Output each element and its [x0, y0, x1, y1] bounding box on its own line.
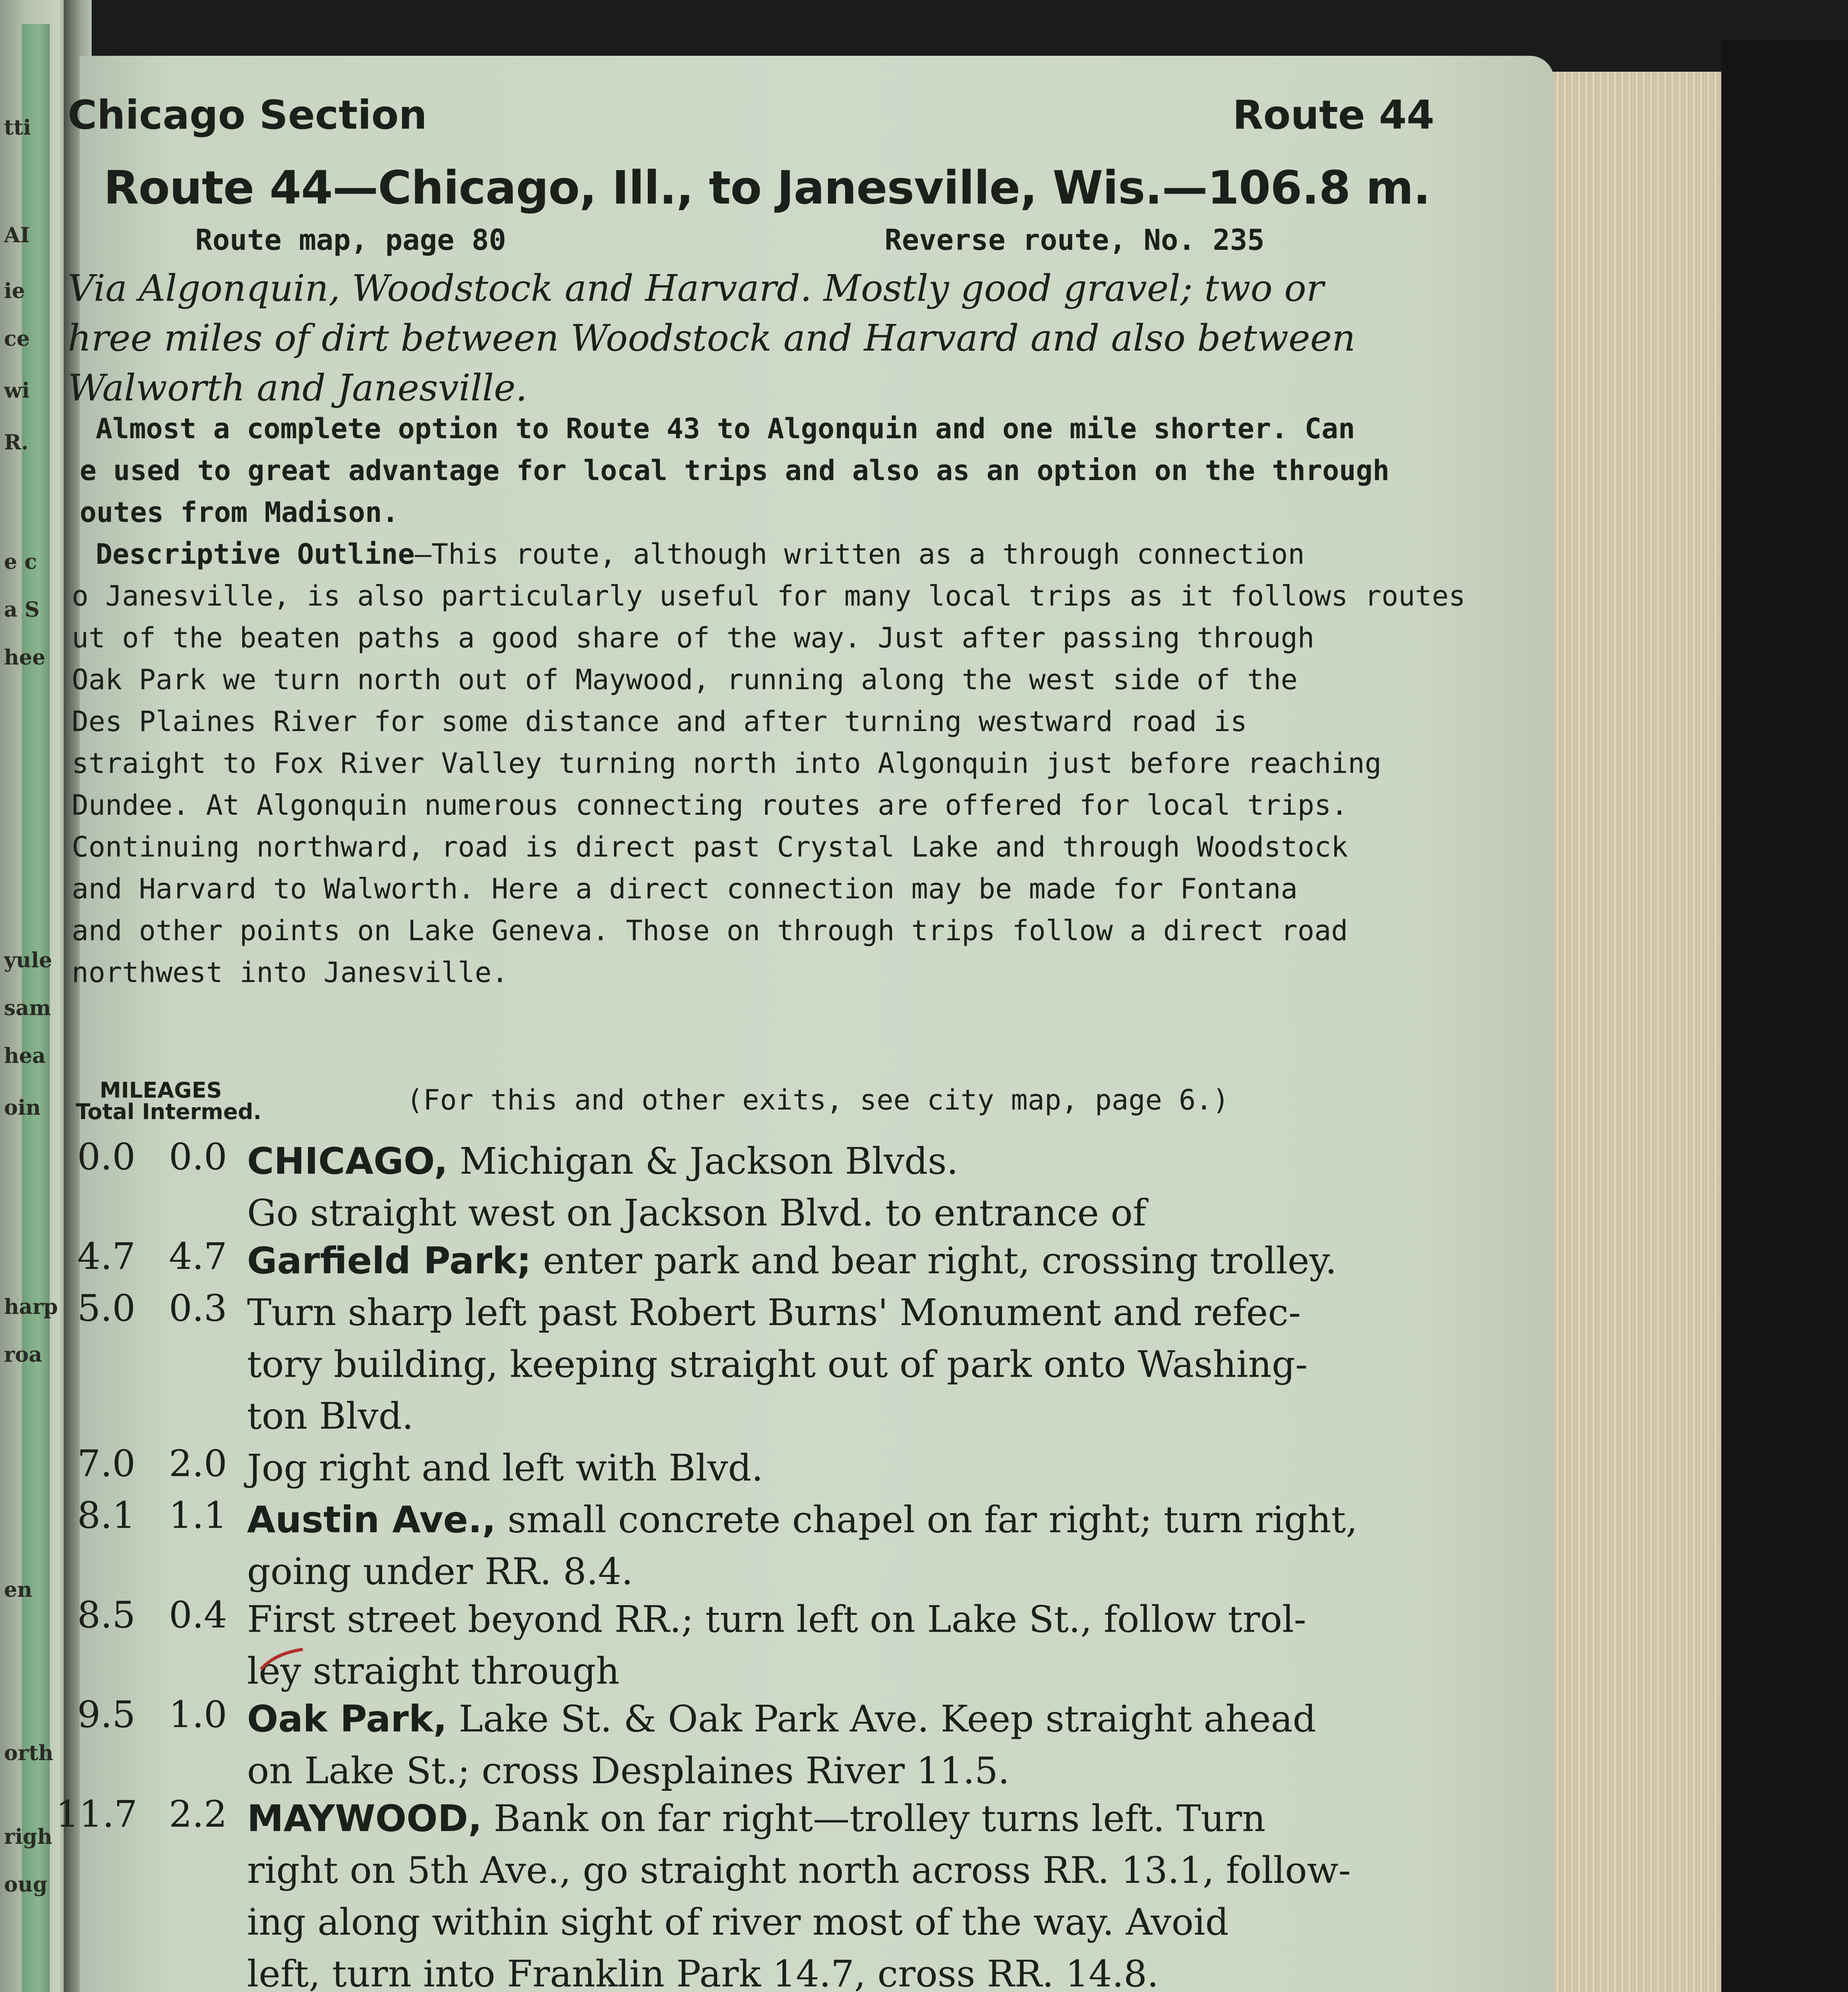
- entry-line: Oak Park, Lake St. & Oak Park Ave. Keep straight ahead: [247, 1698, 1316, 1740]
- route-map-ref: Route map, page 80: [195, 223, 506, 257]
- left-margin-fragment: yule: [4, 948, 52, 972]
- outline-first-line: [96, 538, 1305, 571]
- left-margin-fragment: e c: [4, 550, 37, 574]
- route-header: Route 44: [1232, 92, 1434, 138]
- outline-line: and other points on Lake Geneva. Those on through trips follow a direct road: [72, 914, 1348, 947]
- outline-line: o Janesville, is also particularly useful for many local trips as it follows routes: [72, 580, 1465, 612]
- option-line: e used to great advantage for local trips and also as an option on the through: [80, 454, 1390, 487]
- option-line: outes from Madison.: [80, 496, 399, 529]
- intermediate-mileage: 2.0: [169, 1442, 227, 1485]
- intermediate-mileage: 2.2: [169, 1793, 227, 1835]
- left-margin-fragment: ce: [4, 327, 30, 351]
- city-map-note: (For this and other exits, see city map, page 6.): [406, 1084, 1230, 1116]
- left-margin-fragment: ie: [4, 279, 25, 303]
- left-margin-fragment: en: [4, 1578, 32, 1602]
- entry-line: left, turn into Franklin Park 14.7, cross RR. 14.8.: [247, 1953, 1159, 1992]
- entry-line: Austin Ave., small concrete chapel on far right; turn right,: [247, 1498, 1358, 1541]
- left-margin-fragment: oin: [4, 1096, 41, 1120]
- entry-line: Jog right and left with Blvd.: [247, 1447, 763, 1489]
- outline-first-text: —This route, although written as a through connection: [414, 538, 1305, 571]
- outline-line: Oak Park we turn north out of Maywood, running along the west side of the: [72, 663, 1298, 696]
- entry-line: MAYWOOD, Bank on far right—trolley turns left. Turn: [247, 1797, 1266, 1840]
- reverse-route-ref: Reverse route, No. 235: [885, 223, 1265, 257]
- summary-line: Walworth and Janesville.: [68, 367, 528, 409]
- place-name: Oak Park,: [247, 1698, 447, 1740]
- entry-line: ing along within sight of river most of the way. Avoid: [247, 1901, 1229, 1943]
- left-margin-fragment: tti: [4, 116, 31, 140]
- left-margin-fragment: sam: [4, 996, 51, 1020]
- entry-line: Turn sharp left past Robert Burns' Monument and refec-: [247, 1291, 1301, 1334]
- entry-line: ton Blvd.: [247, 1395, 414, 1437]
- outline-line: and Harvard to Walworth. Here a direct connection may be made for Fontana: [72, 872, 1298, 905]
- intermediate-mileage: 4.7: [169, 1235, 227, 1278]
- entry-line: Garfield Park; enter park and bear right, crossing trolley.: [247, 1239, 1337, 1282]
- left-margin-fragment: roa: [4, 1343, 42, 1367]
- mileages-header: [76, 1080, 261, 1123]
- left-margin-fragment: R.: [4, 430, 29, 455]
- place-name: CHICAGO,: [247, 1140, 448, 1182]
- total-mileage: 8.1: [77, 1494, 135, 1537]
- intermediate-mileage: 1.0: [169, 1693, 227, 1736]
- pencil-mark: [259, 1645, 307, 1677]
- entry-line: First street beyond RR.; turn left on Lake St., follow trol-: [247, 1598, 1307, 1641]
- outline-line: Dundee. At Algonquin numerous connecting routes are offered for local trips.: [72, 789, 1348, 822]
- route-title: Route 44—Chicago, Ill., to Janesville, Wis.—106.8 m.: [104, 161, 1430, 215]
- place-name: MAYWOOD,: [247, 1797, 482, 1840]
- total-mileage: 0.0: [77, 1135, 135, 1178]
- total-mileage: 8.5: [77, 1594, 135, 1636]
- total-mileage: 9.5: [77, 1693, 135, 1736]
- outline-line: straight to Fox River Valley turning north into Algonquin just before reaching: [72, 747, 1382, 780]
- entry-line: ley straight through: [247, 1650, 620, 1692]
- intermediate-mileage: 0.4: [169, 1594, 227, 1636]
- left-margin-fragment: oug: [4, 1872, 47, 1897]
- summary-line: Via Algonquin, Woodstock and Harvard. Mostly good gravel; two or: [68, 267, 1324, 310]
- option-line: Almost a complete option to Route 43 to Algonquin and one mile shorter. Can: [96, 412, 1355, 445]
- book-cover: [1721, 40, 1848, 1992]
- total-mileage: 7.0: [77, 1442, 135, 1485]
- left-margin-fragment: hee: [4, 645, 45, 670]
- entry-line: Go straight west on Jackson Blvd. to entrance of: [247, 1192, 1146, 1234]
- outline-line: Continuing northward, road is direct past Crystal Lake and through Woodstock: [72, 831, 1348, 863]
- intermediate-mileage: 0.3: [169, 1287, 227, 1329]
- mileages-columns-label: Total Intermed.: [76, 1099, 261, 1124]
- left-margin-fragment: hea: [4, 1044, 46, 1068]
- entry-line: CHICAGO, Michigan & Jackson Blvds.: [247, 1140, 959, 1182]
- section-header: Chicago Section: [68, 92, 427, 138]
- left-margin-fragment: orth: [4, 1741, 53, 1765]
- total-mileage: 11.7: [56, 1793, 137, 1835]
- left-margin-fragment: wi: [4, 378, 30, 403]
- outline-label: Descriptive Outline: [96, 538, 415, 571]
- place-name: Austin Ave.,: [247, 1498, 496, 1541]
- mileages-label: MILEAGES: [100, 1078, 222, 1103]
- summary-line: hree miles of dirt between Woodstock and Harvard and also between: [68, 317, 1356, 359]
- outline-line: northwest into Janesville.: [72, 956, 508, 989]
- entry-line: on Lake St.; cross Desplaines River 11.5.: [247, 1749, 1010, 1792]
- entry-line: going under RR. 8.4.: [247, 1550, 633, 1593]
- left-margin-fragment: righ: [4, 1825, 53, 1849]
- outline-line: ut of the beaten paths a good share of the way. Just after passing through: [72, 622, 1314, 654]
- entry-line: right on 5th Ave., go straight north across RR. 13.1, follow-: [247, 1849, 1351, 1892]
- total-mileage: 4.7: [77, 1235, 135, 1278]
- total-mileage: 5.0: [77, 1287, 135, 1329]
- place-name: Garfield Park;: [247, 1239, 532, 1282]
- outline-line: Des Plaines River for some distance and after turning westward road is: [72, 705, 1248, 738]
- left-margin-fragment: harp: [4, 1295, 58, 1319]
- left-margin-fragment: a S: [4, 598, 40, 622]
- entry-line: tory building, keeping straight out of park onto Washing-: [247, 1343, 1308, 1386]
- left-margin-fragment: AI: [4, 223, 30, 247]
- intermediate-mileage: 0.0: [169, 1135, 227, 1178]
- intermediate-mileage: 1.1: [169, 1494, 227, 1537]
